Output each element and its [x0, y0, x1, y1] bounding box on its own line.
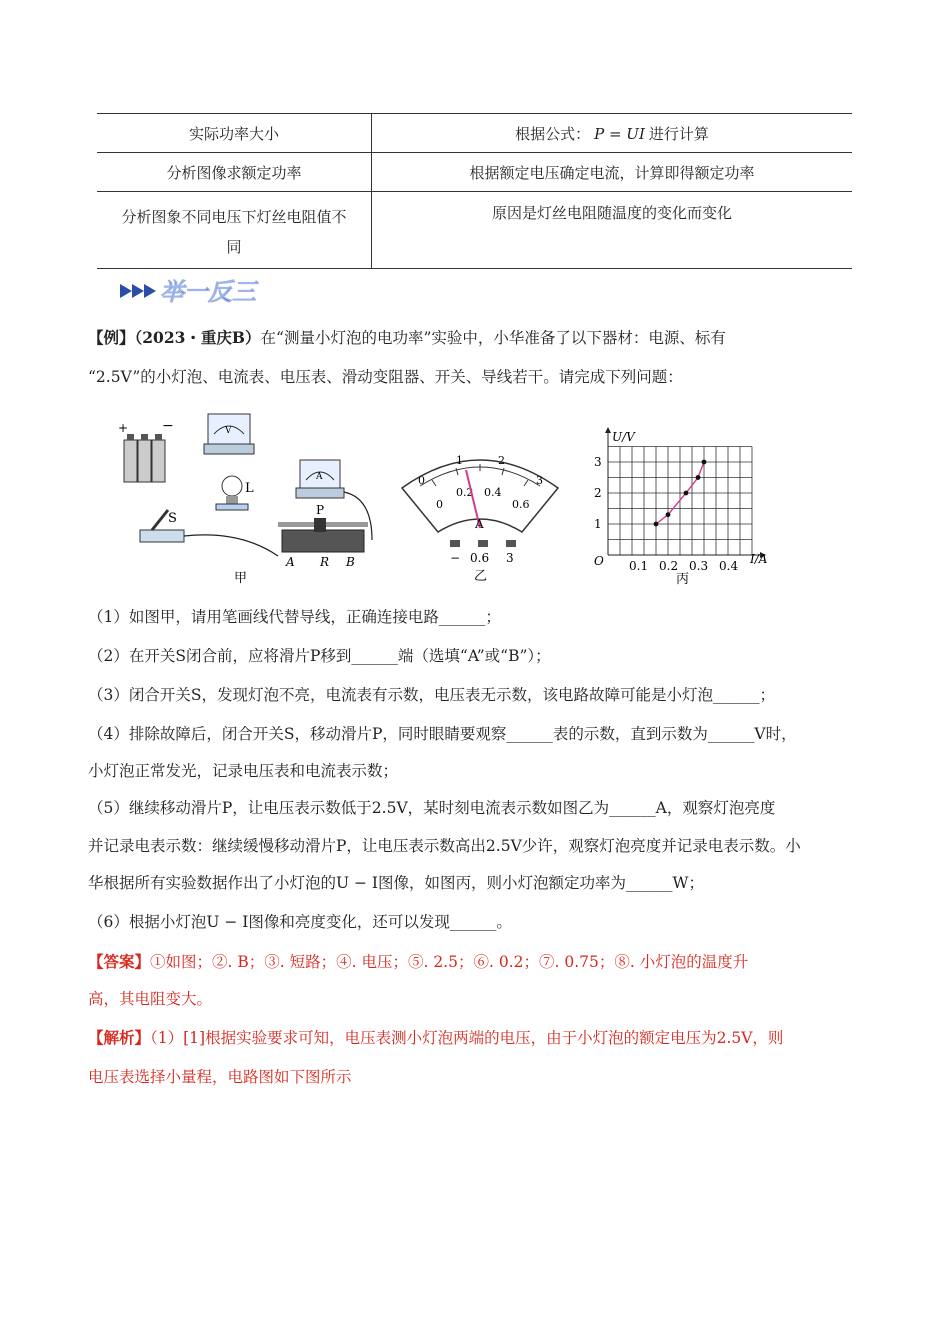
dial-unit: A	[475, 517, 484, 531]
dial-top-tick: 2	[498, 454, 505, 467]
figure-label-yi: 乙	[474, 569, 488, 584]
data-point	[654, 522, 659, 527]
example-tag: 【例】	[88, 328, 135, 347]
terminal-label: 3	[506, 551, 514, 565]
table-cell	[372, 192, 853, 269]
x-tick-label: 0.3	[689, 559, 709, 573]
voltmeter-icon	[204, 414, 254, 454]
question-5: （5）继续移动滑片P，让电压表示数低于2.5V，某时刻电流表示数如图乙为______A，观察灯泡亮度	[88, 799, 776, 817]
svg-text:+: +	[118, 421, 129, 435]
svg-text:−: −	[162, 418, 174, 434]
dial-top-tick: 1	[456, 454, 463, 467]
terminal-a-label: A	[286, 555, 295, 569]
table-row	[97, 114, 852, 153]
triangle-arrows-icon	[120, 284, 156, 298]
x-ticks	[629, 559, 738, 573]
summary-table	[97, 113, 852, 269]
bulb-label: L	[245, 481, 254, 496]
question-2: （2）在开关S闭合前，应将滑片P移到______端（选填“A”或“B”）；	[88, 647, 551, 665]
dial-bottom-tick: 0.4	[484, 486, 502, 499]
table-cell: 实际功率大小	[97, 114, 372, 153]
example-line-2: “2.5V”的小灯泡、电流表、电压表、滑动变阻器、开关、导线若干。请完成下列问题：	[88, 368, 683, 386]
terminal-b-label: B	[346, 555, 355, 569]
y-axis-label: U/V	[612, 430, 635, 444]
ammeter-icon	[296, 460, 344, 498]
data-point	[684, 491, 689, 496]
question-5-cont: 并记录电表示数：继续缓慢移动滑片P，让电压表示数高出2.5V少许，观察灯泡亮度并记录电表示数。小	[88, 837, 801, 855]
rheostat-icon	[278, 503, 368, 569]
table-cell-text: 分析图象不同电压下灯丝电阻值不同	[121, 208, 347, 256]
example-source: （2023・重庆B）	[134, 328, 261, 347]
table-cell	[372, 114, 853, 153]
table-cell: 根据额定电压确定电流，计算即得额定功率	[372, 153, 853, 192]
data-point	[666, 512, 671, 517]
figure-yi	[398, 440, 563, 590]
formula-prefix: 根据公式：	[515, 124, 591, 143]
formula: P = UI	[594, 124, 645, 143]
y-tick-label: 1	[594, 517, 602, 531]
dial-bottom-tick: 0.2	[456, 486, 474, 499]
figure-label-jia: 甲	[234, 571, 248, 586]
analysis-line-2: 电压表选择小量程，电路图如下图所示	[88, 1068, 352, 1086]
slider-label: P	[316, 503, 325, 517]
question-5-cont: 华根据所有实验数据作出了小灯泡的U − I图像，如图丙，则小灯泡额定功率为______W；	[88, 874, 704, 892]
analysis-line-1	[88, 1024, 868, 1052]
table-cell	[97, 192, 372, 269]
resistor-label: R	[320, 555, 330, 569]
table-cell-text: 原因是灯丝电阻随温度的变化而变化	[491, 204, 732, 222]
dial-bottom-tick: 0.6	[512, 498, 530, 511]
y-tick-label: 3	[594, 455, 602, 469]
wire	[184, 535, 278, 556]
question-1: （1）如图甲，请用笔画线代替导线，正确连接电路______；	[88, 608, 501, 626]
data-point	[696, 475, 701, 480]
battery-icon	[118, 418, 174, 482]
y-ticks	[594, 455, 602, 531]
question-4-cont: 小灯泡正常发光，记录电压表和电流表示数；	[88, 762, 399, 780]
table-row	[97, 153, 852, 192]
figure-bing-chart	[590, 425, 790, 590]
section-banner	[118, 274, 268, 306]
answer-text: ①如图；②. B；③. 短路；④. 电压；⑤. 2.5；⑥. 0.2；⑦. 0.75；⑧. 小灯泡的温度升	[150, 953, 749, 971]
x-tick-label: 0.4	[719, 559, 739, 573]
answer-line-2: 高，其电阻变大。	[88, 990, 213, 1008]
voltmeter-label: V	[225, 426, 232, 436]
table-row	[97, 192, 852, 269]
x-tick-label: 0.2	[659, 559, 679, 573]
formula-suffix: 进行计算	[648, 124, 709, 143]
switch-label: S	[168, 511, 177, 526]
terminal-icons	[450, 540, 516, 547]
question-6: （6）根据小灯泡U − I图像和亮度变化，还可以发现______。	[88, 913, 512, 931]
analysis-text: （1）[1]根据实验要求可知，电压表测小灯泡两端的电压，由于小灯泡的额定电压为2.5V，则	[150, 1029, 784, 1047]
example-line-1	[88, 324, 868, 352]
question-4: （4）排除故障后，闭合开关S，移动滑片P，同时眼睛要观察______表的示数，直到示数为______V时，	[88, 725, 797, 743]
figure-label-bing: 丙	[676, 572, 690, 587]
table-cell: 分析图像求额定功率	[97, 153, 372, 192]
y-tick-label: 2	[594, 486, 602, 500]
terminal-label: 0.6	[470, 551, 490, 565]
data-point	[702, 460, 707, 465]
answer-tag: 【答案】	[88, 952, 151, 971]
switch-icon	[140, 510, 184, 542]
dial-top-tick: 0	[418, 474, 425, 487]
x-axis-label: I/A	[750, 552, 768, 566]
question-3: （3）闭合开关S，发现灯泡不亮，电流表有示数，电压表无示数，该电路故障可能是小灯泡______；	[88, 686, 775, 704]
origin-label: O	[594, 554, 604, 568]
terminal-label: −	[450, 551, 461, 565]
x-tick-label: 0.1	[629, 559, 649, 573]
example-text: 在“测量小灯泡的电功率”实验中，小华准备了以下器材：电源、标有	[260, 329, 726, 347]
answer-line-1	[88, 948, 868, 976]
dial-bottom-tick: 0	[436, 498, 443, 511]
banner-title: 举一反三	[160, 278, 256, 306]
bulb-icon	[216, 476, 254, 510]
y-axis-arrow-icon	[605, 427, 611, 433]
figure-jia	[110, 400, 390, 590]
ammeter-label: A	[316, 472, 323, 482]
analysis-tag: 【解析】	[88, 1028, 151, 1047]
dial-top-tick: 3	[536, 474, 543, 487]
